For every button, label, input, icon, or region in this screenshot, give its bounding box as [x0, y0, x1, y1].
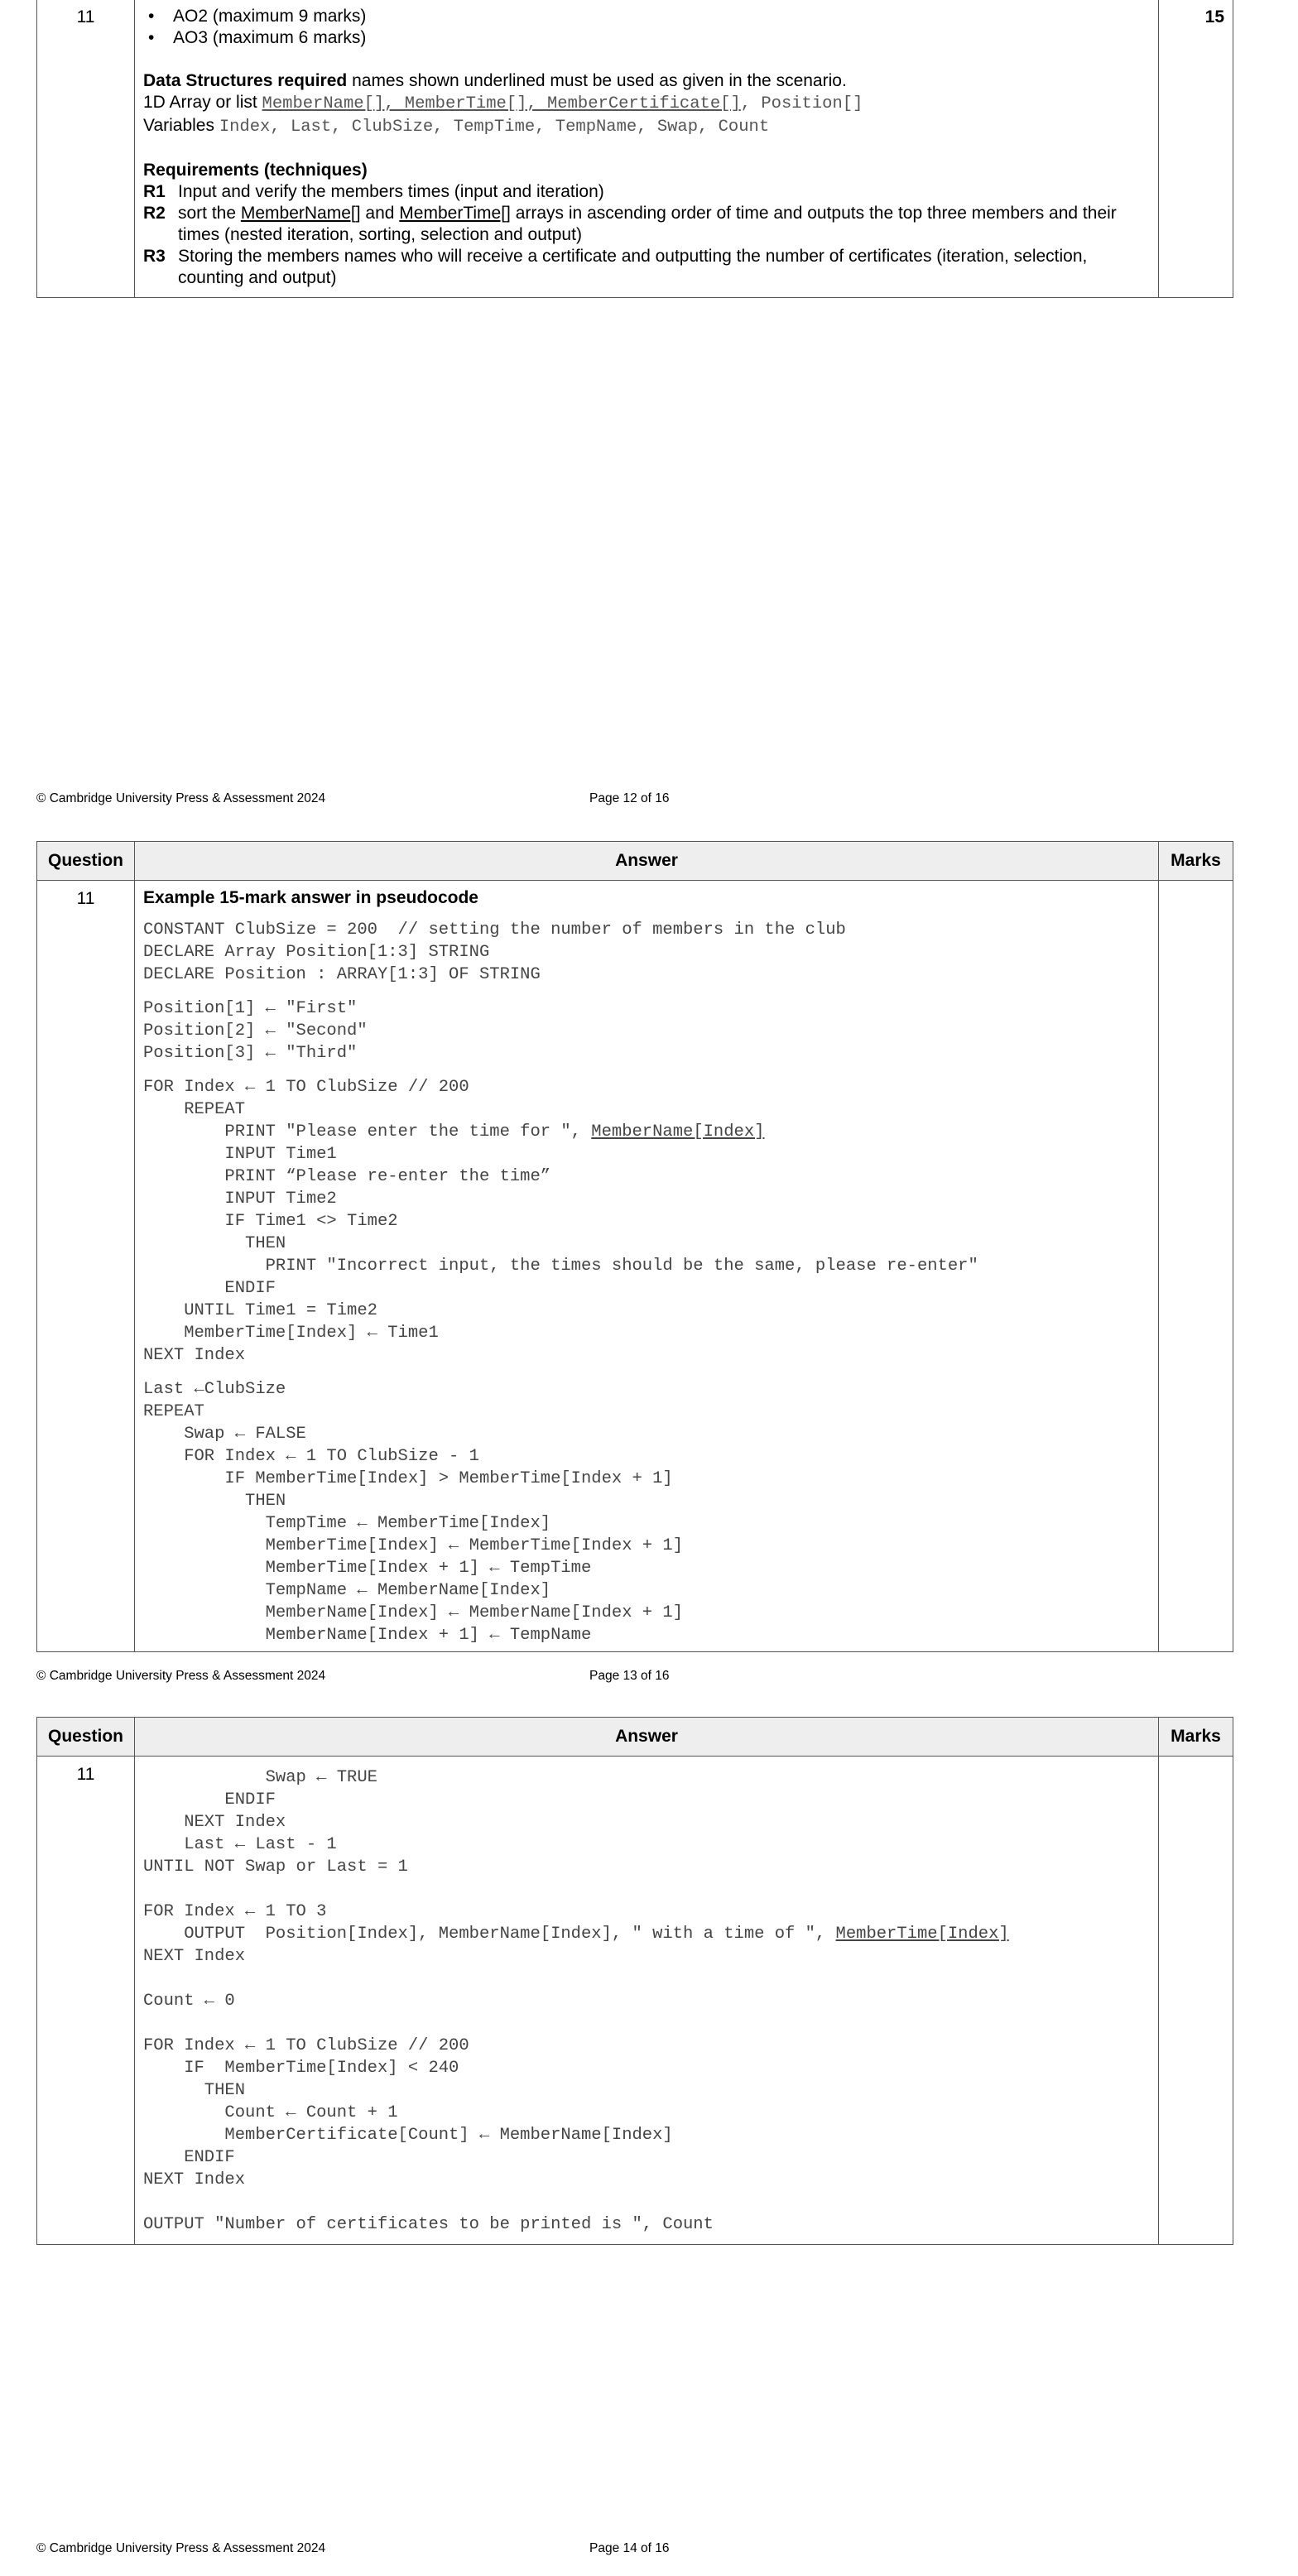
page-number: Page 14 of 16 — [589, 2541, 670, 2555]
question-number: 11 — [37, 0, 135, 298]
code-line: UNTIL Time1 = Time2 — [143, 1301, 377, 1320]
header-marks: Marks — [1159, 842, 1233, 881]
code-line: DECLARE Array Position[1:3] STRING — [143, 943, 490, 962]
r2-membertime: MemberTime[] — [399, 204, 511, 223]
code-block-continued — [143, 1766, 1150, 2236]
copyright: © Cambridge University Press & Assessment 2024 — [36, 1669, 326, 1683]
code-line: PRINT "Please enter the time for ", — [143, 1122, 592, 1141]
requirement-text: Input and verify the members times (input and iteration) — [178, 182, 604, 201]
header-answer: Answer — [135, 842, 1159, 881]
code-line: NEXT Index — [143, 1947, 246, 1966]
code-block-declarations — [143, 919, 1150, 986]
array-label: 1D Array or list — [143, 93, 262, 112]
code-line: CONSTANT ClubSize = 200 // setting the number of members in the club — [143, 920, 846, 940]
code-line: MemberTime[Index] ← Time1 — [143, 1324, 439, 1343]
list-item: • AO2 (maximum 9 marks) — [173, 6, 1150, 27]
requirement-key: R1 — [143, 182, 166, 201]
code-line: NEXT Index — [143, 2170, 246, 2189]
code-line: NEXT Index — [143, 1346, 246, 1365]
code-line: Count ← 0 — [143, 1992, 235, 2011]
code-line: REPEAT — [143, 1100, 246, 1119]
marks-cell — [1159, 1757, 1233, 2245]
page-number: Page 13 of 16 — [589, 1669, 670, 1683]
code-line: Position[3] ← "Third" — [143, 1044, 358, 1063]
header-marks: Marks — [1159, 1718, 1233, 1757]
code-line: OUTPUT "Number of certificates to be printed is ", Count — [143, 2215, 714, 2234]
code-line: Count ← Count + 1 — [143, 2103, 398, 2122]
code-line: MemberTime[Index] ← MemberTime[Index + 1] — [143, 1536, 684, 1555]
variables-label: Variables — [143, 116, 219, 135]
code-line: Swap ← TRUE — [143, 1768, 377, 1787]
code-line: REPEAT — [143, 1402, 204, 1421]
code-line: TempTime ← MemberTime[Index] — [143, 1514, 551, 1533]
code-line: FOR Index ← 1 TO 3 — [143, 1902, 327, 1921]
data-structures-text: names shown underlined must be used as given in the scenario. — [347, 71, 847, 90]
code-line: FOR Index ← 1 TO ClubSize - 1 — [143, 1447, 479, 1466]
requirement-text: Storing the members names who will receive a certificate and outputting the number of certificates (iteration, selection, counting and output) — [178, 247, 1088, 287]
code-line: ENDIF — [143, 1790, 276, 1809]
code-line: IF MemberTime[Index] < 240 — [143, 2059, 459, 2078]
data-structures-heading: Data Structures required — [143, 71, 348, 90]
code-underlined: MemberTime[Index] — [835, 1925, 1009, 1944]
variables-line — [143, 115, 1150, 138]
marking-table-page-12 — [36, 0, 1233, 298]
r2-membername: MemberName[] — [240, 204, 361, 223]
code-line: TempName ← MemberName[Index] — [143, 1581, 551, 1600]
code-line: Last ← Last - 1 — [143, 1835, 337, 1854]
code-line: MemberName[Index] ← MemberName[Index + 1] — [143, 1603, 684, 1622]
code-block-sort — [143, 1378, 1150, 1646]
code-line: THEN — [143, 1492, 286, 1511]
requirement-r2 — [143, 203, 1150, 246]
page-number: Page 12 of 16 — [589, 791, 670, 805]
requirement-r3 — [143, 246, 1150, 289]
code-line: IF MemberTime[Index] > MemberTime[Index + 1] — [143, 1469, 673, 1488]
code-line: Position[1] ← "First" — [143, 999, 358, 1018]
marks-value: 15 — [1159, 0, 1233, 298]
code-line: NEXT Index — [143, 1813, 286, 1832]
marking-table-page-13 — [36, 841, 1233, 1652]
code-line: IF Time1 <> Time2 — [143, 1212, 398, 1231]
code-line: MemberCertificate[Count] ← MemberName[Index] — [143, 2126, 673, 2145]
code-block-input-loop — [143, 1076, 1150, 1367]
header-answer: Answer — [135, 1718, 1159, 1757]
code-line: Position[2] ← "Second" — [143, 1021, 368, 1040]
code-line: THEN — [143, 2081, 246, 2100]
requirement-key: R2 — [143, 204, 166, 223]
r2-post: arrays in ascending order of time and outputs the top three members and their times (nested iteration, sorting, selection and output) — [178, 204, 1117, 244]
code-line: MemberName[Index + 1] ← TempName — [143, 1626, 592, 1645]
code-line: THEN — [143, 1234, 286, 1253]
marks-cell — [1159, 881, 1233, 1652]
answer-cell — [135, 1757, 1159, 2245]
code-line: FOR Index ← 1 TO ClubSize // 200 — [143, 2036, 469, 2055]
list-item: • AO3 (maximum 6 marks) — [173, 27, 1150, 49]
code-line: ENDIF — [143, 2148, 235, 2167]
code-line: UNTIL NOT Swap or Last = 1 — [143, 1858, 408, 1877]
code-line: INPUT Time2 — [143, 1189, 337, 1209]
array-names-rest: , Position[] — [740, 94, 863, 113]
array-line — [143, 92, 1150, 115]
code-line: PRINT “Please re-enter the time” — [143, 1167, 551, 1186]
ao-list — [143, 6, 1150, 49]
code-block-positions — [143, 997, 1150, 1065]
question-number: 11 — [37, 881, 135, 1652]
variables-list: Index, Last, ClubSize, TempTime, TempName, Swap, Count — [219, 118, 770, 137]
code-line: Swap ← FALSE — [143, 1425, 306, 1444]
answer-cell — [135, 881, 1159, 1652]
header-question: Question — [37, 842, 135, 881]
code-line: PRINT "Incorrect input, the times should be the same, please re-enter" — [143, 1257, 978, 1276]
array-names-underlined: MemberName[], MemberTime[], MemberCertificate[] — [262, 94, 741, 113]
data-structures-line — [143, 70, 1150, 92]
marking-table-page-14 — [36, 1717, 1233, 2245]
code-line: DECLARE Position : ARRAY[1:3] OF STRING — [143, 965, 541, 984]
code-line: Last ←ClubSize — [143, 1380, 286, 1399]
header-question: Question — [37, 1718, 135, 1757]
code-line: INPUT Time1 — [143, 1145, 337, 1164]
answer-cell — [135, 0, 1159, 298]
code-underlined: MemberName[Index] — [591, 1122, 765, 1141]
code-line: OUTPUT Position[Index], MemberName[Index], " with a time of ", — [143, 1925, 836, 1944]
code-line: MemberTime[Index + 1] ← TempTime — [143, 1559, 592, 1578]
code-line: FOR Index ← 1 TO ClubSize // 200 — [143, 1078, 469, 1097]
example-title: Example 15-mark answer in pseudocode — [143, 888, 478, 907]
requirements-heading: Requirements (techniques) — [143, 161, 368, 180]
r2-mid: and — [360, 204, 400, 223]
copyright: © Cambridge University Press & Assessment 2024 — [36, 2541, 326, 2555]
requirement-key: R3 — [143, 247, 166, 266]
code-line: ENDIF — [143, 1279, 276, 1298]
copyright: © Cambridge University Press & Assessment 2024 — [36, 791, 326, 805]
requirement-r1 — [143, 181, 1150, 203]
requirement-text — [178, 203, 1150, 246]
question-number: 11 — [37, 1757, 135, 2245]
r2-pre: sort the — [178, 204, 241, 223]
